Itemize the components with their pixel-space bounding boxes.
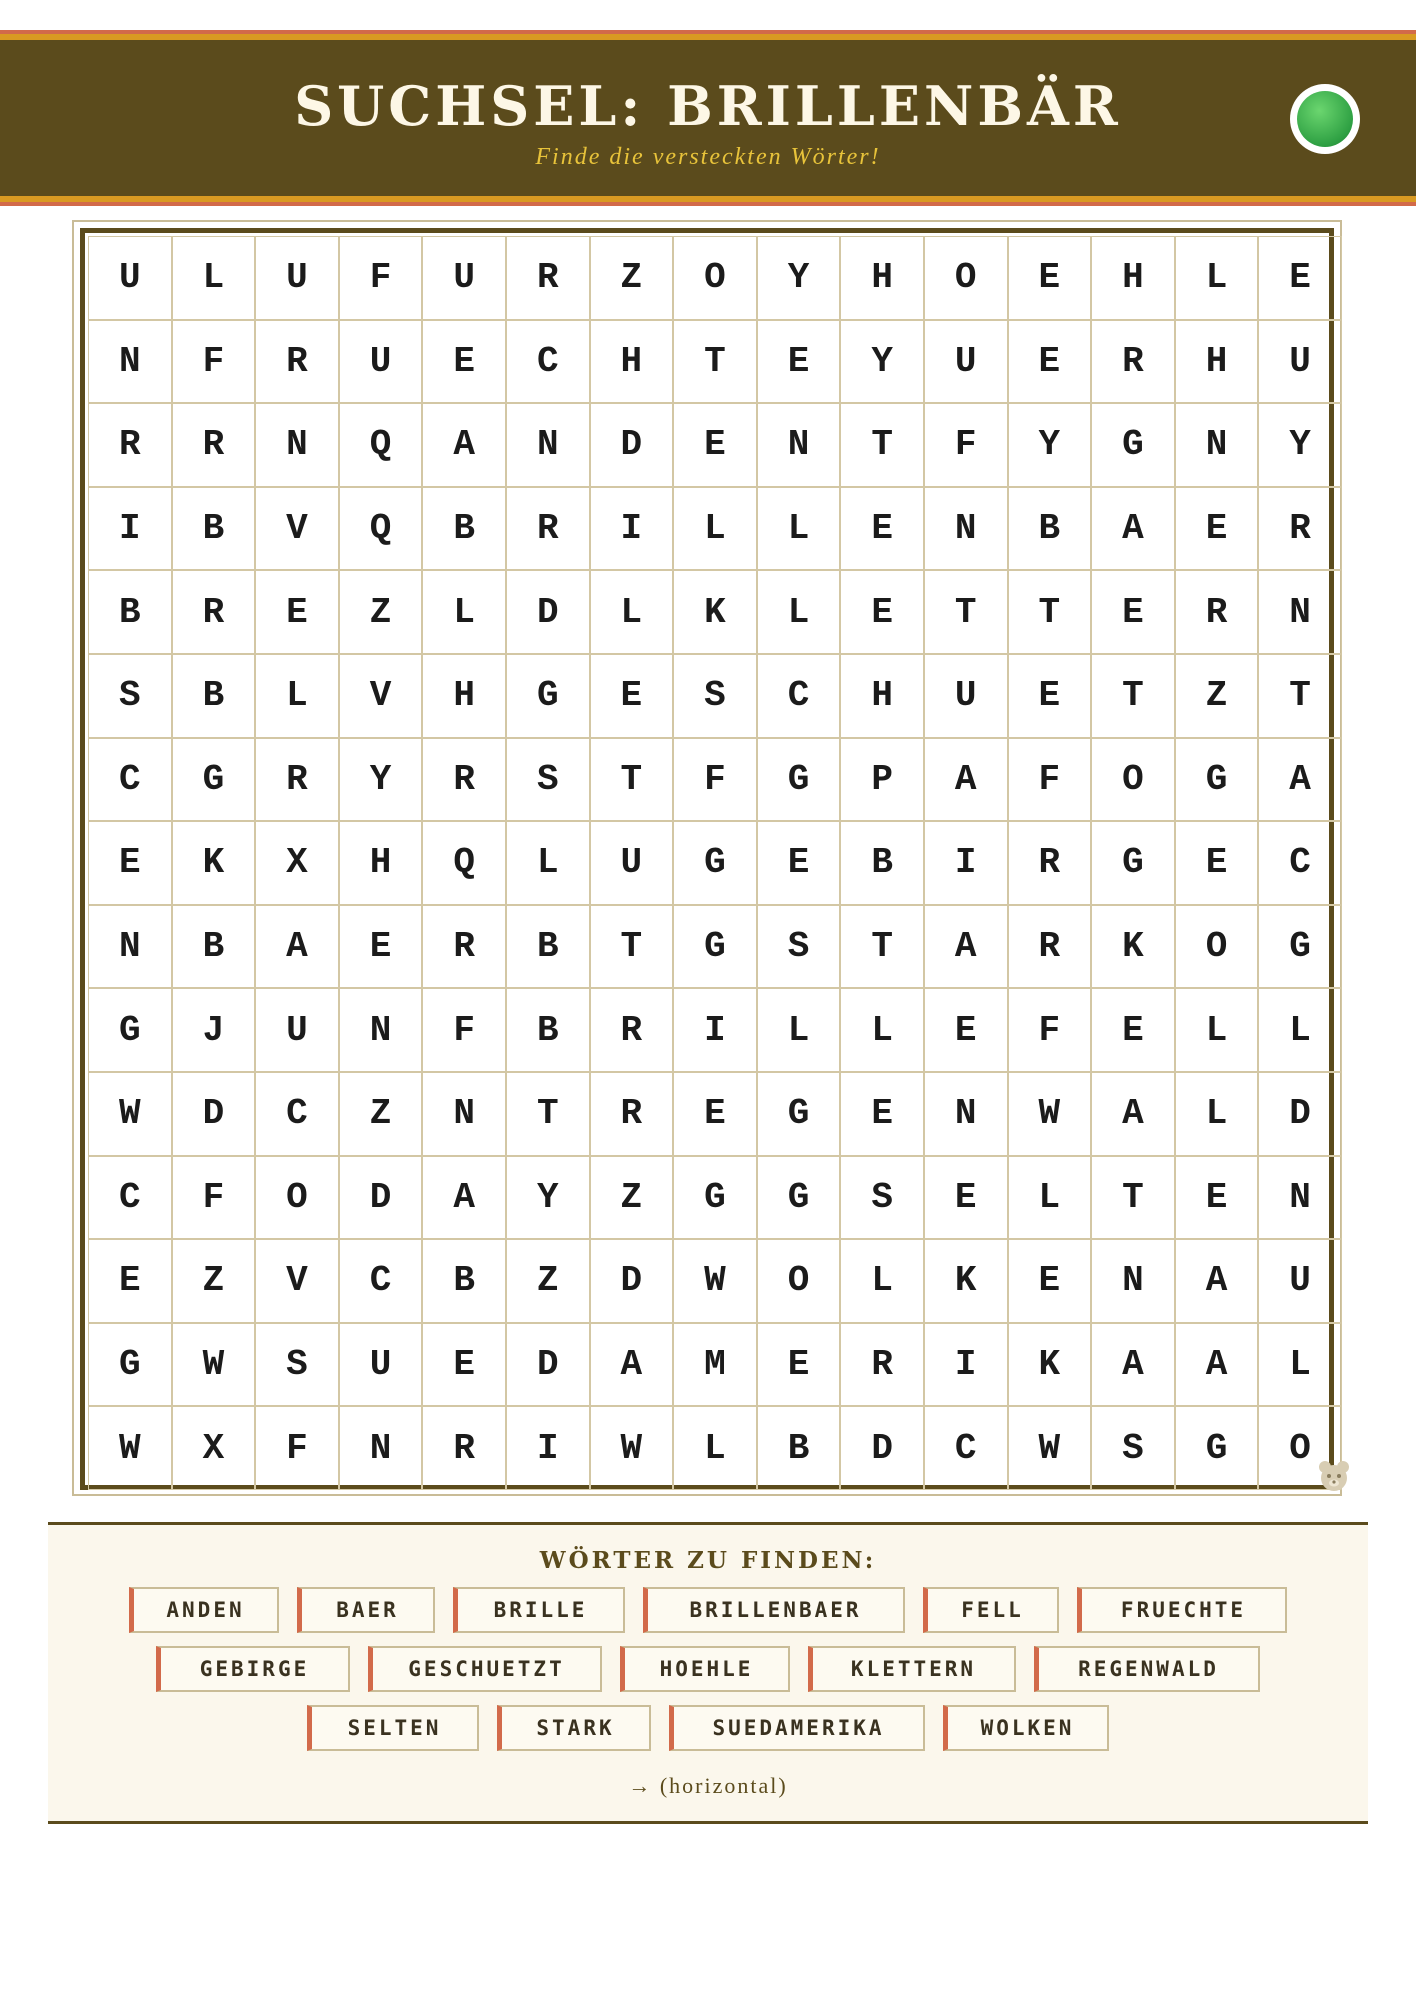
- grid-cell[interactable]: F: [1008, 738, 1092, 822]
- grid-cell[interactable]: G: [1091, 403, 1175, 487]
- grid-cell[interactable]: Z: [506, 1239, 590, 1323]
- grid-cell[interactable]: Z: [172, 1239, 256, 1323]
- word-chip: KLETTERN: [808, 1646, 1016, 1692]
- grid-cell[interactable]: F: [422, 988, 506, 1072]
- grid-cell[interactable]: R: [172, 403, 256, 487]
- grid-cell[interactable]: B: [757, 1406, 841, 1490]
- grid-cell[interactable]: B: [840, 821, 924, 905]
- grid-cell[interactable]: N: [1258, 570, 1342, 654]
- grid-cell[interactable]: T: [840, 403, 924, 487]
- grid-cell[interactable]: I: [506, 1406, 590, 1490]
- grid-cell[interactable]: E: [339, 905, 423, 989]
- grid-cell[interactable]: L: [590, 570, 674, 654]
- grid-cell[interactable]: T: [506, 1072, 590, 1156]
- grid-cell[interactable]: U: [590, 821, 674, 905]
- grid-cell[interactable]: K: [673, 570, 757, 654]
- grid-cell[interactable]: R: [255, 320, 339, 404]
- grid-cell[interactable]: E: [924, 1156, 1008, 1240]
- grid-cell[interactable]: S: [673, 654, 757, 738]
- grid-cell[interactable]: E: [1008, 1239, 1092, 1323]
- bear-icon: [1316, 1458, 1352, 1494]
- grid-cell[interactable]: E: [1175, 487, 1259, 571]
- grid-cell[interactable]: H: [590, 320, 674, 404]
- grid-cell[interactable]: U: [924, 320, 1008, 404]
- grid-cell[interactable]: C: [506, 320, 590, 404]
- grid-cell[interactable]: H: [840, 654, 924, 738]
- grid-cell[interactable]: E: [1008, 236, 1092, 320]
- grid-cell[interactable]: D: [1258, 1072, 1342, 1156]
- grid-cell[interactable]: Z: [590, 236, 674, 320]
- grid-cell[interactable]: N: [1091, 1239, 1175, 1323]
- grid-cell[interactable]: L: [673, 487, 757, 571]
- letter-grid: [88, 236, 1342, 1490]
- grid-cell[interactable]: C: [339, 1239, 423, 1323]
- grid-cell[interactable]: G: [673, 1156, 757, 1240]
- grid-cell[interactable]: B: [88, 570, 172, 654]
- grid-cell[interactable]: E: [1008, 654, 1092, 738]
- grid-cell[interactable]: S: [88, 654, 172, 738]
- grid-cell[interactable]: E: [840, 570, 924, 654]
- grid-cell[interactable]: L: [673, 1406, 757, 1490]
- grid-cell[interactable]: I: [88, 487, 172, 571]
- grid-cell[interactable]: D: [339, 1156, 423, 1240]
- grid-cell[interactable]: L: [757, 988, 841, 1072]
- grid-cell[interactable]: H: [1091, 236, 1175, 320]
- grid-cell[interactable]: A: [1091, 1323, 1175, 1407]
- grid-cell[interactable]: A: [255, 905, 339, 989]
- grid-cell[interactable]: L: [1008, 1156, 1092, 1240]
- grid-cell[interactable]: E: [1258, 236, 1342, 320]
- grid-cell[interactable]: O: [1175, 905, 1259, 989]
- grid-cell[interactable]: R: [422, 905, 506, 989]
- grid-cell[interactable]: F: [924, 403, 1008, 487]
- grid-cell[interactable]: E: [422, 1323, 506, 1407]
- word-chip: REGENWALD: [1034, 1646, 1260, 1692]
- grid-cell[interactable]: L: [506, 821, 590, 905]
- grid-cell[interactable]: T: [1008, 570, 1092, 654]
- grid-cell[interactable]: L: [255, 654, 339, 738]
- grid-cell[interactable]: X: [255, 821, 339, 905]
- grid-cell[interactable]: L: [757, 570, 841, 654]
- grid-cell[interactable]: E: [757, 1323, 841, 1407]
- grid-cell[interactable]: O: [757, 1239, 841, 1323]
- grid-cell[interactable]: O: [673, 236, 757, 320]
- grid-cell[interactable]: T: [924, 570, 1008, 654]
- grid-cell[interactable]: G: [1258, 905, 1342, 989]
- grid-cell[interactable]: L: [1258, 1323, 1342, 1407]
- grid-cell[interactable]: I: [924, 1323, 1008, 1407]
- grid-cell[interactable]: B: [172, 654, 256, 738]
- grid-cell[interactable]: R: [1091, 320, 1175, 404]
- grid-cell[interactable]: U: [255, 988, 339, 1072]
- grid-cell[interactable]: U: [422, 236, 506, 320]
- grid-cell[interactable]: B: [1008, 487, 1092, 571]
- grid-cell[interactable]: E: [840, 1072, 924, 1156]
- grid-cell[interactable]: U: [1258, 320, 1342, 404]
- grid-cell[interactable]: Q: [339, 487, 423, 571]
- grid-cell[interactable]: D: [590, 1239, 674, 1323]
- grid-cell[interactable]: G: [1091, 821, 1175, 905]
- grid-cell[interactable]: W: [88, 1072, 172, 1156]
- grid-cell[interactable]: A: [924, 738, 1008, 822]
- grid-cell[interactable]: A: [1258, 738, 1342, 822]
- word-list-heading: WÖRTER ZU FINDEN:: [539, 1547, 877, 1574]
- grid-cell[interactable]: E: [673, 403, 757, 487]
- word-chip: STARK: [497, 1705, 651, 1751]
- word-chip: FRUECHTE: [1077, 1587, 1287, 1633]
- grid-cell[interactable]: W: [673, 1239, 757, 1323]
- word-list-row: [48, 1705, 1368, 1751]
- grid-cell[interactable]: H: [339, 821, 423, 905]
- grid-cell[interactable]: T: [1091, 654, 1175, 738]
- word-list-row: [48, 1587, 1368, 1633]
- grid-cell[interactable]: Z: [339, 570, 423, 654]
- grid-cell[interactable]: I: [590, 487, 674, 571]
- grid-cell[interactable]: N: [506, 403, 590, 487]
- grid-cell[interactable]: G: [88, 988, 172, 1072]
- grid-cell[interactable]: L: [1258, 988, 1342, 1072]
- grid-cell[interactable]: W: [590, 1406, 674, 1490]
- grid-cell[interactable]: O: [924, 236, 1008, 320]
- grid-cell[interactable]: S: [255, 1323, 339, 1407]
- grid-cell[interactable]: N: [339, 1406, 423, 1490]
- grid-cell[interactable]: W: [88, 1406, 172, 1490]
- grid-cell[interactable]: D: [172, 1072, 256, 1156]
- grid-cell[interactable]: O: [1091, 738, 1175, 822]
- word-chip: ANDEN: [129, 1587, 279, 1633]
- grid-cell[interactable]: N: [422, 1072, 506, 1156]
- grid-cell[interactable]: N: [1258, 1156, 1342, 1240]
- grid-cell[interactable]: Y: [1008, 403, 1092, 487]
- grid-cell[interactable]: E: [1091, 570, 1175, 654]
- grid-cell[interactable]: N: [255, 403, 339, 487]
- grid-cell[interactable]: Y: [757, 236, 841, 320]
- grid-cell[interactable]: E: [1175, 821, 1259, 905]
- grid-cell[interactable]: N: [924, 487, 1008, 571]
- grid-cell[interactable]: Q: [422, 821, 506, 905]
- grid-cell[interactable]: G: [673, 905, 757, 989]
- direction-hint: → (horizontal): [628, 1773, 788, 1798]
- grid-cell[interactable]: O: [1258, 1406, 1342, 1490]
- grid-cell[interactable]: T: [840, 905, 924, 989]
- grid-cell[interactable]: A: [924, 905, 1008, 989]
- grid-cell[interactable]: O: [255, 1156, 339, 1240]
- grid-cell[interactable]: A: [422, 403, 506, 487]
- grid-cell[interactable]: C: [255, 1072, 339, 1156]
- grid-cell[interactable]: E: [924, 988, 1008, 1072]
- puzzle-grid-frame: [80, 228, 1334, 1490]
- grid-cell[interactable]: N: [1175, 403, 1259, 487]
- grid-cell[interactable]: Y: [506, 1156, 590, 1240]
- word-chip: GESCHUETZT: [368, 1646, 602, 1692]
- grid-cell[interactable]: L: [172, 236, 256, 320]
- grid-cell[interactable]: E: [1008, 320, 1092, 404]
- grid-cell[interactable]: Y: [1258, 403, 1342, 487]
- grid-cell[interactable]: E: [1091, 988, 1175, 1072]
- grid-cell[interactable]: E: [422, 320, 506, 404]
- grid-cell[interactable]: V: [255, 487, 339, 571]
- word-chip: GEBIRGE: [156, 1646, 350, 1692]
- grid-cell[interactable]: L: [422, 570, 506, 654]
- grid-cell[interactable]: L: [1175, 988, 1259, 1072]
- grid-cell[interactable]: A: [1175, 1323, 1259, 1407]
- grid-cell[interactable]: N: [924, 1072, 1008, 1156]
- grid-cell[interactable]: L: [840, 988, 924, 1072]
- word-chip: SUEDAMERIKA: [669, 1705, 925, 1751]
- grid-cell[interactable]: E: [757, 320, 841, 404]
- grid-cell[interactable]: N: [757, 403, 841, 487]
- grid-cell[interactable]: E: [255, 570, 339, 654]
- word-chip: SELTEN: [307, 1705, 479, 1751]
- grid-cell[interactable]: R: [1008, 905, 1092, 989]
- grid-cell[interactable]: H: [1175, 320, 1259, 404]
- grid-cell[interactable]: B: [172, 487, 256, 571]
- grid-cell[interactable]: C: [88, 738, 172, 822]
- grid-cell[interactable]: W: [172, 1323, 256, 1407]
- grid-cell[interactable]: C: [757, 654, 841, 738]
- grid-cell[interactable]: V: [339, 654, 423, 738]
- grid-cell[interactable]: T: [1091, 1156, 1175, 1240]
- grid-cell[interactable]: S: [757, 905, 841, 989]
- grid-cell[interactable]: X: [172, 1406, 256, 1490]
- grid-cell[interactable]: C: [1258, 821, 1342, 905]
- grid-cell[interactable]: Z: [339, 1072, 423, 1156]
- grid-cell[interactable]: F: [339, 236, 423, 320]
- grid-cell[interactable]: H: [422, 654, 506, 738]
- grid-cell[interactable]: S: [840, 1156, 924, 1240]
- grid-cell[interactable]: A: [1091, 1072, 1175, 1156]
- word-chip: BAER: [297, 1587, 435, 1633]
- grid-cell[interactable]: R: [1008, 821, 1092, 905]
- grid-cell[interactable]: P: [840, 738, 924, 822]
- grid-cell[interactable]: T: [1258, 654, 1342, 738]
- grid-cell[interactable]: G: [1175, 738, 1259, 822]
- grid-cell[interactable]: T: [590, 738, 674, 822]
- word-chip: BRILLE: [453, 1587, 625, 1633]
- page-title: SUCHSEL: BRILLENBÄR: [294, 74, 1122, 138]
- grid-cell[interactable]: E: [590, 654, 674, 738]
- grid-cell[interactable]: W: [1008, 1072, 1092, 1156]
- word-chip: WOLKEN: [943, 1705, 1109, 1751]
- grid-cell[interactable]: L: [840, 1239, 924, 1323]
- grid-cell[interactable]: C: [88, 1156, 172, 1240]
- grid-cell[interactable]: K: [924, 1239, 1008, 1323]
- grid-cell[interactable]: E: [88, 821, 172, 905]
- grid-cell[interactable]: K: [1091, 905, 1175, 989]
- grid-cell[interactable]: D: [506, 570, 590, 654]
- grid-cell[interactable]: F: [1008, 988, 1092, 1072]
- grid-cell[interactable]: U: [255, 236, 339, 320]
- grid-cell[interactable]: I: [673, 988, 757, 1072]
- grid-cell[interactable]: G: [172, 738, 256, 822]
- grid-cell[interactable]: B: [422, 487, 506, 571]
- grid-cell[interactable]: U: [924, 654, 1008, 738]
- grid-cell[interactable]: R: [172, 570, 256, 654]
- grid-cell[interactable]: Q: [339, 403, 423, 487]
- grid-cell[interactable]: U: [1258, 1239, 1342, 1323]
- grid-cell[interactable]: C: [924, 1406, 1008, 1490]
- grid-cell[interactable]: E: [840, 487, 924, 571]
- grid-cell[interactable]: U: [339, 320, 423, 404]
- grid-cell[interactable]: R: [1258, 487, 1342, 571]
- grid-cell[interactable]: A: [590, 1323, 674, 1407]
- grid-cell[interactable]: I: [924, 821, 1008, 905]
- grid-cell[interactable]: V: [255, 1239, 339, 1323]
- grid-cell[interactable]: W: [1008, 1406, 1092, 1490]
- grid-cell[interactable]: F: [172, 320, 256, 404]
- grid-cell[interactable]: N: [339, 988, 423, 1072]
- grid-cell[interactable]: G: [757, 1072, 841, 1156]
- grid-cell[interactable]: Y: [339, 738, 423, 822]
- grid-cell[interactable]: E: [1175, 1156, 1259, 1240]
- grid-cell[interactable]: D: [506, 1323, 590, 1407]
- grid-cell[interactable]: G: [673, 821, 757, 905]
- grid-cell[interactable]: J: [172, 988, 256, 1072]
- grid-cell[interactable]: S: [1091, 1406, 1175, 1490]
- grid-cell[interactable]: A: [422, 1156, 506, 1240]
- grid-cell[interactable]: E: [673, 1072, 757, 1156]
- grid-cell[interactable]: K: [1008, 1323, 1092, 1407]
- grid-cell[interactable]: N: [88, 320, 172, 404]
- grid-cell[interactable]: B: [506, 988, 590, 1072]
- grid-cell[interactable]: R: [590, 988, 674, 1072]
- grid-cell[interactable]: H: [840, 236, 924, 320]
- grid-cell[interactable]: R: [422, 738, 506, 822]
- grid-cell[interactable]: N: [88, 905, 172, 989]
- grid-cell[interactable]: R: [1175, 570, 1259, 654]
- grid-cell[interactable]: R: [506, 487, 590, 571]
- grid-cell[interactable]: G: [757, 738, 841, 822]
- grid-cell[interactable]: B: [506, 905, 590, 989]
- grid-cell[interactable]: R: [840, 1323, 924, 1407]
- grid-cell[interactable]: F: [673, 738, 757, 822]
- word-list-row: [48, 1646, 1368, 1692]
- grid-cell[interactable]: D: [590, 403, 674, 487]
- page-subtitle: Finde die versteckten Wörter!: [535, 144, 881, 170]
- puzzle-grid-container: [72, 220, 1342, 1496]
- grid-cell[interactable]: A: [1091, 487, 1175, 571]
- grid-cell[interactable]: Z: [590, 1156, 674, 1240]
- grid-cell[interactable]: B: [172, 905, 256, 989]
- grid-cell[interactable]: R: [88, 403, 172, 487]
- grid-cell[interactable]: G: [88, 1323, 172, 1407]
- grid-cell[interactable]: T: [673, 320, 757, 404]
- grid-cell[interactable]: G: [1175, 1406, 1259, 1490]
- grid-cell[interactable]: Y: [840, 320, 924, 404]
- grid-cell[interactable]: F: [172, 1156, 256, 1240]
- green-circle-icon[interactable]: [1290, 84, 1360, 154]
- grid-cell[interactable]: T: [590, 905, 674, 989]
- grid-cell[interactable]: K: [172, 821, 256, 905]
- grid-cell[interactable]: B: [422, 1239, 506, 1323]
- header-bar: [0, 34, 1416, 202]
- grid-cell[interactable]: L: [757, 487, 841, 571]
- grid-cell[interactable]: R: [590, 1072, 674, 1156]
- grid-cell[interactable]: U: [339, 1323, 423, 1407]
- grid-cell[interactable]: G: [757, 1156, 841, 1240]
- grid-cell[interactable]: L: [1175, 1072, 1259, 1156]
- word-chip: FELL: [923, 1587, 1059, 1633]
- grid-cell[interactable]: L: [1175, 236, 1259, 320]
- grid-cell[interactable]: Z: [1175, 654, 1259, 738]
- grid-cell[interactable]: A: [1175, 1239, 1259, 1323]
- grid-cell[interactable]: E: [88, 1239, 172, 1323]
- grid-cell[interactable]: R: [255, 738, 339, 822]
- grid-cell[interactable]: R: [506, 236, 590, 320]
- grid-cell[interactable]: D: [840, 1406, 924, 1490]
- grid-cell[interactable]: S: [506, 738, 590, 822]
- grid-cell[interactable]: M: [673, 1323, 757, 1407]
- grid-cell[interactable]: F: [255, 1406, 339, 1490]
- word-chip: BRILLENBAER: [643, 1587, 905, 1633]
- grid-cell[interactable]: E: [757, 821, 841, 905]
- grid-cell[interactable]: R: [422, 1406, 506, 1490]
- word-chip: HOEHLE: [620, 1646, 790, 1692]
- grid-cell[interactable]: G: [506, 654, 590, 738]
- word-list-panel: [48, 1522, 1368, 1824]
- grid-cell[interactable]: U: [88, 236, 172, 320]
